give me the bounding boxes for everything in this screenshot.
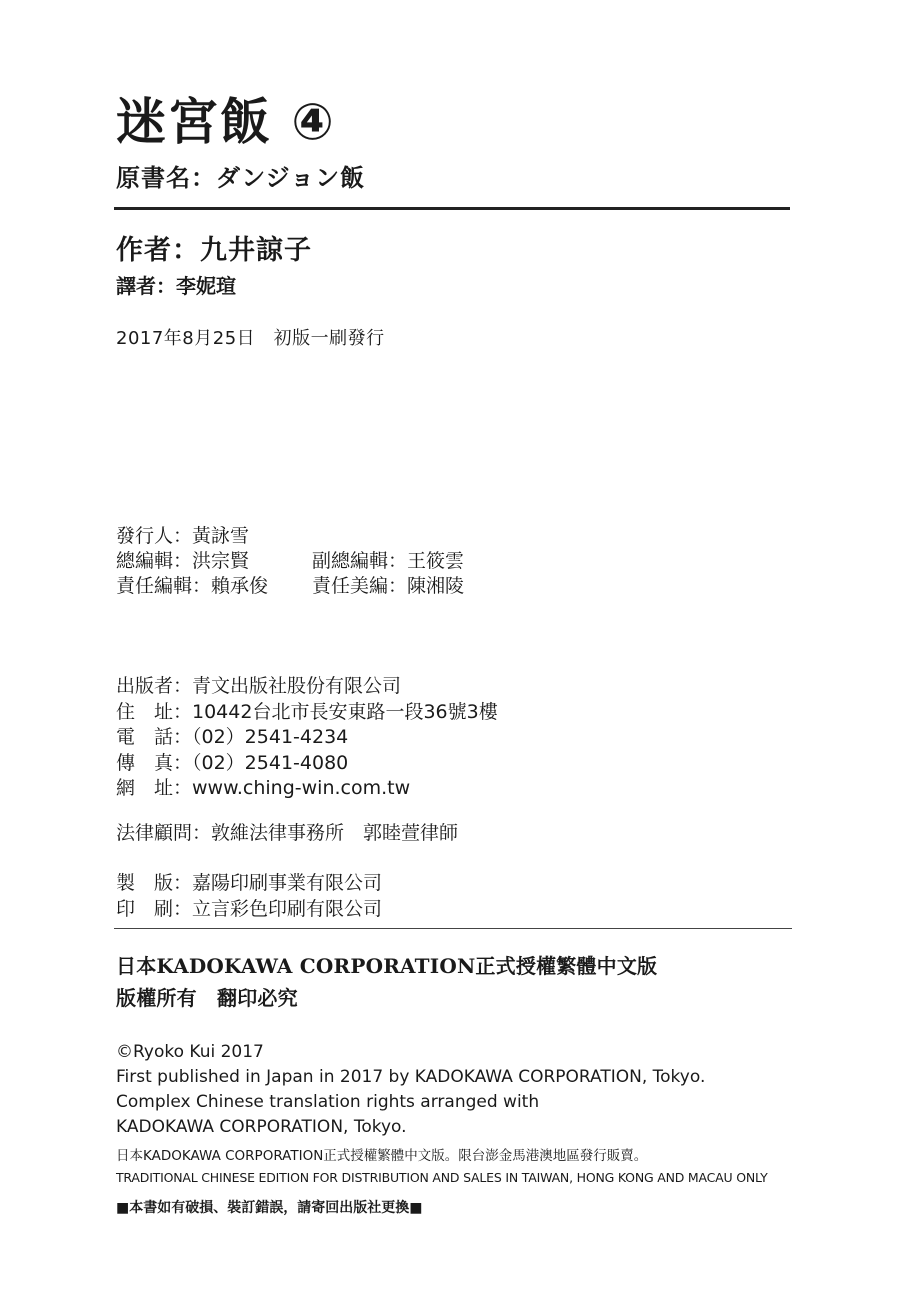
legal-advisor: 法律顧問：敦維法律事務所 郭睦萱律師 <box>116 822 459 844</box>
publisher-fax: 傳 真：（02）2541-4080 <box>116 751 349 774</box>
printing-info <box>116 870 382 922</box>
damage-notice: ■本書如有破損、裝訂錯誤，請寄回出版社更換■ <box>116 1200 423 1216</box>
publisher-phone: 電 話：（02）2541-4234 <box>116 726 349 748</box>
distribution-zh: 日本KADOKAWA CORPORATION正式授權繁體中文版。限台澎金馬港澳地區發行販賣。 <box>116 1148 648 1164</box>
art-editor: 責任美編：陳湘陵 <box>312 575 465 597</box>
rights-company: KADOKAWA CORPORATION, Tokyo. <box>116 1117 407 1137</box>
responsible-editor: 責任編輯：賴承俊 <box>116 575 269 597</box>
authorization-block <box>116 950 657 1014</box>
plate-maker: 製 版：嘉陽印刷事業有限公司 <box>116 872 383 894</box>
publisher-address: 住 址：10442台北市長安東路一段36號3樓 <box>116 700 498 723</box>
translation-rights: Complex Chinese translation rights arranged with <box>116 1092 540 1112</box>
staff-row-responsible <box>116 574 464 599</box>
translator-line: 譯者：李妮瑄 <box>116 274 236 298</box>
authorization-divider <box>114 928 792 929</box>
publisher-person: 發行人：黃詠雪 <box>116 525 250 547</box>
deputy-editor-in-chief: 副總編輯：王筱雲 <box>312 550 465 572</box>
distribution-en: TRADITIONAL CHINESE EDITION FOR DISTRIBUTION AND SALES IN TAIWAN, HONG KONG AND MACAU ONLY <box>116 1170 768 1185</box>
copyright-reserved: 版權所有 翻印必究 <box>116 986 298 1010</box>
staff-row-editors <box>116 549 464 574</box>
publisher-website: 網 址：www.ching-win.com.tw <box>116 777 411 799</box>
editor-in-chief: 總編輯：洪宗賢 <box>116 550 250 572</box>
edition-line: 2017年8月25日 初版一刷發行 <box>116 328 385 349</box>
printer: 印 刷：立言彩色印刷有限公司 <box>116 898 383 920</box>
copyright-notice: ©Ryoko Kui 2017 <box>116 1042 264 1062</box>
original-title: 原書名：ダンジョン飯 <box>116 164 366 192</box>
authorization-line: 日本KADOKAWA CORPORATION正式授權繁體中文版 <box>116 954 658 978</box>
first-published: First published in Japan in 2017 by KADOKAWA CORPORATION, Tokyo. <box>116 1067 706 1087</box>
distribution-block <box>116 1145 768 1189</box>
author-line: 作者：九井諒子 <box>116 235 312 266</box>
publisher-info <box>116 674 498 802</box>
english-copyright-block <box>116 1040 705 1140</box>
book-title: 迷宮飯 ④ <box>116 93 336 151</box>
publisher-name: 出版者：青文出版社股份有限公司 <box>116 675 402 697</box>
staff-credits <box>116 524 464 599</box>
title-divider <box>114 207 790 210</box>
